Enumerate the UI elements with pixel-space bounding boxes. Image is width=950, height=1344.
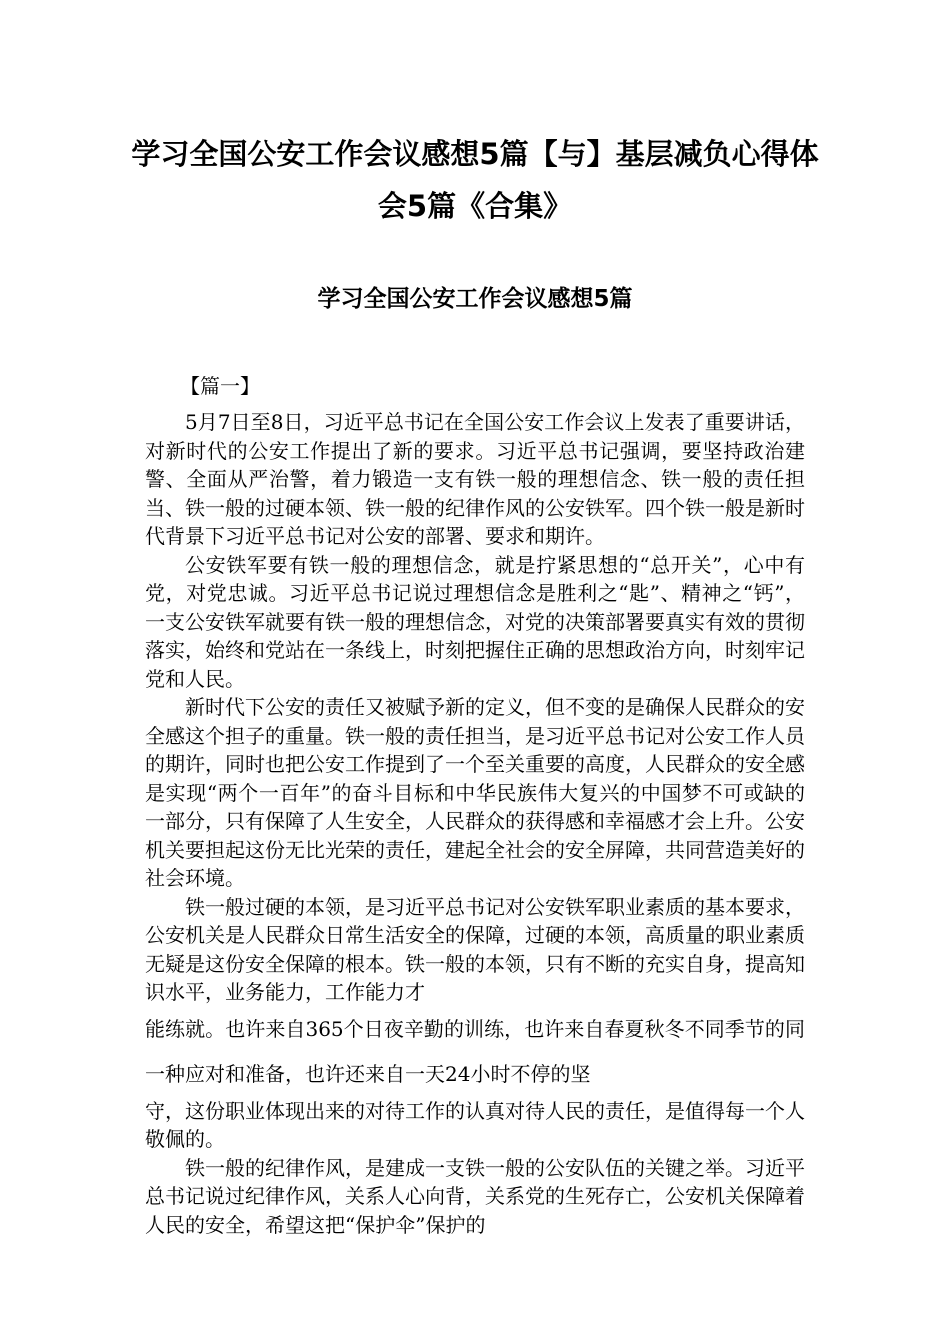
paragraph: 公安铁军要有铁一般的理想信念，就是拧紧思想的“总开关”，心中有党，对党忠诚。习近平总书记说过理想信念是胜利之“匙”、精神之“钙”，一支公安铁军就要有铁一般的理想信念，对党的决策部署要真实有效的贯彻落实，始终和党站在一条线上，时刻把握住正确的思想政治方向，时刻牢记党和人民。: [145, 552, 805, 691]
paragraph: 能练就。也许来自365个日夜辛勤的训练，也许来自春夏秋冬不同季节的同一种应对和准备，也许还来自一天24小时不停的坚: [145, 1016, 805, 1086]
paragraph: 新时代下公安的责任又被赋予新的定义，但不变的是确保人民群众的安全感这个担子的重量。铁一般的责任担当，是习近平总书记对公安工作人员的期许，同时也把公安工作提到了一个至关重要的高度，人民群众的安全感是实现“两个一百年”的奋斗目标和中华民族伟大复兴的中国梦不可或缺的一部分，只有保障了人生安全，人民群众的获得感和幸福感才会上升。公安机关要担起这份无比光荣的责任，建起全社会的安全屏障，共同营造美好的社会环境。: [145, 695, 805, 890]
paragraph: 守，这份职业体现出来的对待工作的认真对待人民的责任，是值得每一个人敬佩的。: [145, 1098, 805, 1151]
part-label: 【篇一】: [180, 374, 260, 398]
paragraph: 铁一般过硬的本领，是习近平总书记对公安铁军职业素质的基本要求，公安机关是人民群众日常生活安全的保障，过硬的本领，高质量的职业素质无疑是这份安全保障的根本。铁一般的本领，只有不断的充实自身，提高知识水平，业务能力，工作能力才: [145, 894, 805, 1004]
document-title: 学习全国公安工作会议感想5篇【与】基层减负心得体会5篇《合集》: [131, 137, 819, 223]
section-title: 学习全国公安工作会议感想5篇: [317, 286, 633, 312]
paragraph: 5月7日至8日，习近平总书记在全国公安工作会议上发表了重要讲话，对新时代的公安工作提出了新的要求。习近平总书记强调，要坚持政治建警、全面从严治警，着力锻造一支有铁一般的理想信念、铁一般的责任担当、铁一般的过硬本领、铁一般的纪律作风的公安铁军。四个铁一般是新时代背景下习近平总书记对公安的部署、要求和期许。: [145, 410, 805, 548]
paragraph: 铁一般的纪律作风，是建成一支铁一般的公安队伍的关键之举。习近平总书记说过纪律作风，关系人心向背，关系党的生死存亡，公安机关保障着人民的安全，希望这把“保护伞”保护的: [145, 1155, 805, 1237]
article-body: [145, 408, 805, 1239]
